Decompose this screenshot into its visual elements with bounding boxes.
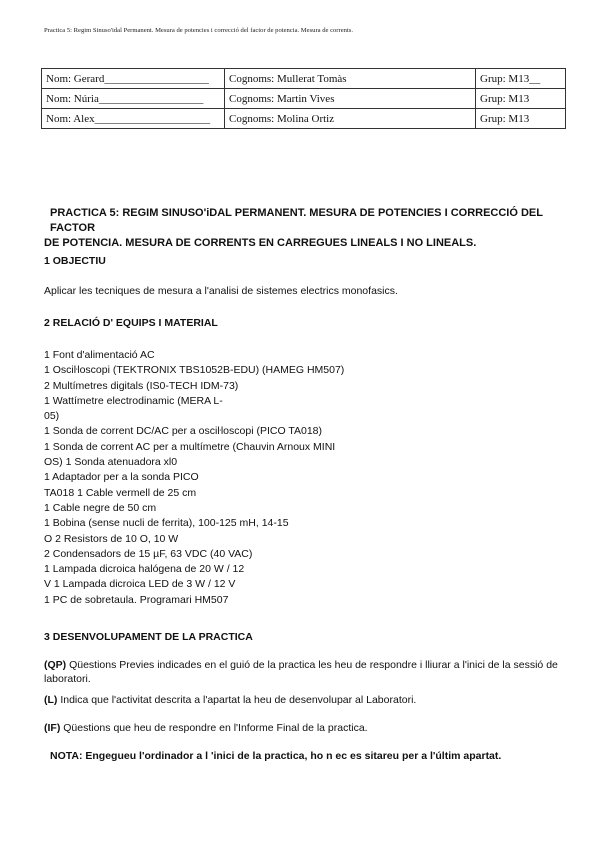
title-line-1: PRACTICA 5: REGIM SINUSO'iDAL PERMANENT. MESURA DE POTENCIES I CORRECCIÓ DEL FACTOR bbox=[50, 207, 543, 234]
document-title bbox=[44, 206, 564, 251]
equipment-item: 1 PC de sobretaula. Programari HM507 bbox=[44, 593, 229, 606]
student-surnames: Cognoms: Martin Vives bbox=[225, 89, 476, 109]
if-label: (IF) bbox=[44, 722, 61, 734]
section-desenvolupament-title: 3 DESENVOLUPAMENT DE LA PRACTICA bbox=[44, 631, 253, 643]
equipment-item: 1 Wattímetre electrodinamic (MERA L- bbox=[44, 394, 223, 407]
equipment-item: V 1 Lampada dicroica LED de 3 W / 12 V bbox=[44, 578, 236, 591]
student-group: Grup: M13 bbox=[476, 109, 566, 129]
student-row bbox=[42, 69, 566, 89]
qp-paragraph bbox=[44, 658, 564, 686]
equipment-item: 1 Bobina (sense nucli de ferrita), 100-125 mH, 14-15 bbox=[44, 517, 289, 530]
student-name: Nom: Alex_____________________ bbox=[42, 109, 225, 129]
equipment-item: OS) 1 Sonda atenuadora xl0 bbox=[44, 456, 178, 469]
equipment-item: 1 Font d'alimentació AC bbox=[44, 349, 155, 361]
l-text: Indica que l'activitat descrita a l'apartat la heu de desenvolupar al Laboratori. bbox=[57, 694, 417, 706]
equipment-item: 1 Lampada dicroica halógena de 20 W / 12 bbox=[44, 563, 245, 576]
section-objectiu-title: 1 OBJECTIU bbox=[44, 255, 106, 267]
equipment-item: TA018 1 Cable vermell de 25 cm bbox=[44, 486, 197, 499]
equipment-item: 1 Sonda de corrent AC per a multímetre (Chauvin Arnoux MINI bbox=[44, 440, 336, 453]
qp-text: Qüestions Previes indicades en el guió de la practica les heu de respondre i lliurar a l'inici de la sessió de laboratori. bbox=[44, 659, 558, 685]
student-group: Grup: M13__ bbox=[476, 69, 566, 89]
equipment-item: O 2 Resistors de 10 O, 10 W bbox=[44, 532, 179, 545]
student-row bbox=[42, 89, 566, 109]
student-surnames: Cognoms: Mullerat Tomàs bbox=[225, 69, 476, 89]
student-row bbox=[42, 109, 566, 129]
equipment-item: 05) bbox=[44, 410, 60, 423]
qp-label: (QP) bbox=[44, 659, 67, 671]
equipment-item: 1 Sonda de corrent DC/AC per a osciŀloscopi (PICO TA018) bbox=[44, 425, 322, 438]
students-table bbox=[41, 68, 566, 129]
title-line-2: DE POTENCIA. MESURA DE CORRENTS EN CARREGUES LINEALS I NO LINEALS. bbox=[44, 237, 477, 249]
nota-paragraph: NOTA: Engegueu l'ordinador a l 'inici de la practica, ho n ec es sitareu per a l'últim apartat. bbox=[50, 750, 502, 762]
l-paragraph bbox=[44, 693, 564, 707]
equipment-item: 1 Adaptador per a la sonda PICO bbox=[44, 471, 199, 484]
if-text: Qüestions que heu de respondre en l'Informe Final de la practica. bbox=[60, 722, 368, 734]
equipment-item: 2 Multímetres digitals (IS0-TECH IDM-73) bbox=[44, 379, 239, 392]
equipment-item: 1 Cable negre de 50 cm bbox=[44, 501, 157, 514]
student-name: Nom: Gerard___________________ bbox=[42, 69, 225, 89]
l-label: (L) bbox=[44, 694, 58, 706]
section-equips-title: 2 RELACIÓ D' EQUIPS I MATERIAL bbox=[44, 317, 218, 329]
equipment-item: 2 Condensadors de 15 µF, 63 VDC (40 VAC) bbox=[44, 547, 253, 560]
student-group: Grup: M13 bbox=[476, 89, 566, 109]
student-name: Nom: Núria___________________ bbox=[42, 89, 225, 109]
student-surnames: Cognoms: Molina Ortiz bbox=[225, 109, 476, 129]
equipment-list bbox=[44, 348, 344, 608]
section-objectiu-text: Aplicar les tecniques de mesura a l'analisi de sistemes electrics monofasics. bbox=[44, 285, 398, 297]
page-header: Practica 5: Regim Sinuso'idal Permanent. Mesura de potencies i correcció del factor de potencia. Mesura de corrents. bbox=[44, 27, 353, 34]
if-paragraph bbox=[44, 721, 564, 735]
equipment-item: 1 Osciŀloscopi (TEKTRONIX TBS1052B-EDU) (HAMEG HM507) bbox=[44, 364, 345, 377]
